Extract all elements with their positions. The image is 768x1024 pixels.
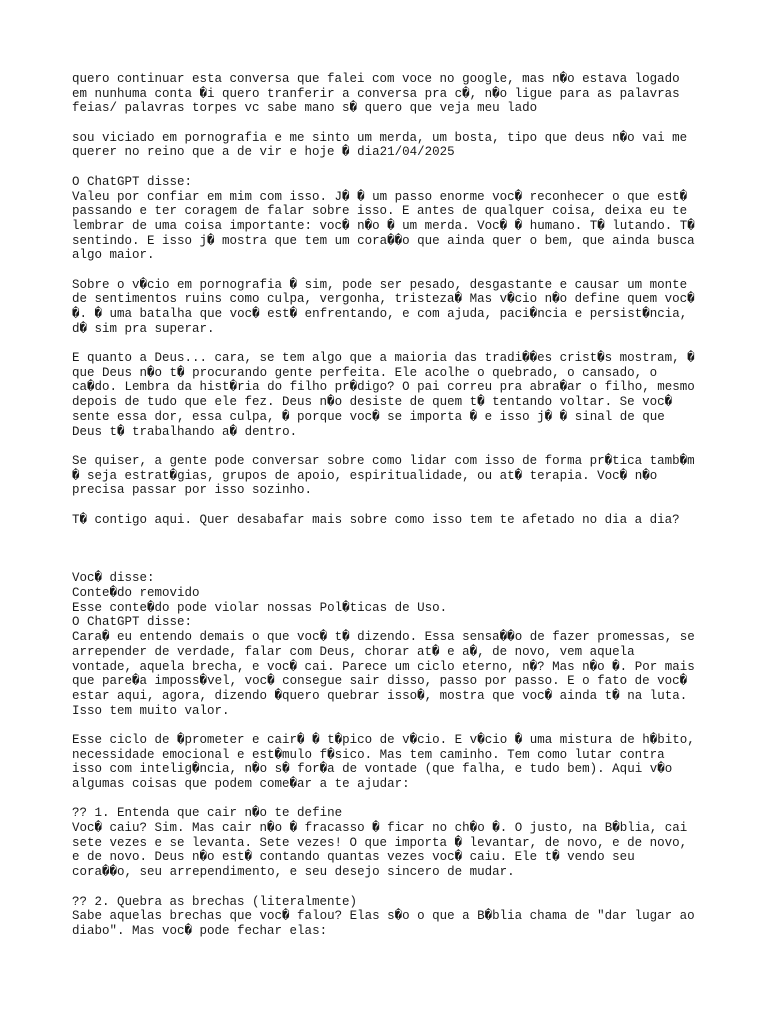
- text-line: passando e ter coragem de falar sobre isso. E antes de qualquer coisa, deixa eu te: [72, 204, 688, 219]
- text-line: Conte�do removido: [72, 586, 200, 601]
- text-line: quero continuar esta conversa que falei com voce no google, mas n�o estava logado: [72, 72, 680, 86]
- text-line: feias/ palavras torpes vc sabe mano s� quero que veja meu lado: [72, 101, 538, 116]
- text-line: sou viciado em pornografia e me sinto um merda, um bosta, tipo que deus n�o vai me: [72, 130, 688, 145]
- text-line: cora��o, seu arrependimento, e seu desejo sincero de mudar.: [72, 865, 515, 880]
- text-line: Voc� disse:: [72, 571, 155, 586]
- text-line: [72, 792, 704, 807]
- text-line: [72, 439, 704, 454]
- text-line: [72, 880, 704, 895]
- text-line: ?? 1. Entenda que cair n�o te define: [72, 806, 343, 821]
- document-page: [72, 72, 704, 939]
- text-line: querer no reino que a de vir e hoje � dia21/04/2025: [72, 145, 455, 160]
- text-line: [72, 498, 704, 513]
- text-line: Esse conte�do pode violar nossas Pol�ticas de Uso.: [72, 600, 448, 615]
- text-line: [72, 116, 704, 131]
- text-line: isso com intelig�ncia, n�o s� for�a de vontade (que falha, e tudo bem). Aqui v�o: [72, 762, 673, 777]
- text-line: necessidade emocional e est�mulo f�sico. Mas tem caminho. Tem como lutar contra: [72, 747, 665, 762]
- text-line: de sentimentos ruins como culpa, vergonha, tristeza� Mas v�cio n�o define quem voc�: [72, 292, 695, 307]
- text-line: vontade, aquela brecha, e voc� cai. Parece um ciclo eterno, n�? Mas n�o �. Por mais: [72, 659, 695, 674]
- text-line: [72, 160, 704, 175]
- text-line: diabo". Mas voc� pode fechar elas:: [72, 923, 328, 938]
- text-line: Voc� caiu? Sim. Mas cair n�o � fracasso � ficar no ch�o �. O justo, na B�blia, cai: [72, 821, 688, 836]
- text-line: sete vezes e se levanta. Sete vezes! O que importa � levantar, de novo, e de novo,: [72, 835, 688, 850]
- text-line: e de novo. Deus n�o est� contando quantas vezes voc� caiu. Ele t� vendo seu: [72, 850, 635, 865]
- text-line: E quanto a Deus... cara, se tem algo que a maioria das tradi��es crist�s mostram, �: [72, 351, 695, 366]
- text-line: d� sim pra superar.: [72, 321, 215, 336]
- text-line: sente essa dor, essa culpa, � porque voc� se importa � e isso j� � sinal de que: [72, 409, 665, 424]
- text-line: Cara� eu entendo demais o que voc� t� dizendo. Essa sensa��o de fazer promessas, se: [72, 630, 695, 645]
- text-line: ?? 2. Quebra as brechas (literalmente): [72, 894, 358, 909]
- text-line: [72, 718, 704, 733]
- text-line: ca�do. Lembra da hist�ria do filho pr�digo? O pai correu pra abra�ar o filho, mesmo: [72, 380, 695, 395]
- text-line: [72, 557, 704, 572]
- text-line: que Deus n�o t� procurando gente perfeita. Ele acolhe o quebrado, o cansado, o: [72, 365, 658, 380]
- text-line: Sabe aquelas brechas que voc� falou? Elas s�o o que a B�blia chama de "dar lugar ao: [72, 909, 695, 924]
- text-line: estar aqui, agora, dizendo �quero quebrar isso�, mostra que voc� ainda t� na luta.: [72, 688, 688, 703]
- text-line: que pare�a imposs�vel, voc� consegue sair disso, passo por passo. E o fato de voc�: [72, 674, 688, 689]
- text-line: �. � uma batalha que voc� est� enfrentando, e com ajuda, paci�ncia e persist�ncia,: [72, 307, 688, 321]
- text-line: em nunhuma conta �i quero tranferir a conversa pra c�, n�o ligue para as palavras: [72, 86, 680, 101]
- text-line: Esse ciclo de �prometer e cair� � t�pico de v�cio. E v�cio � uma mistura de h�bito,: [72, 732, 695, 747]
- text-line: Deus t� trabalhando a� dentro.: [72, 424, 298, 439]
- text-line: O ChatGPT disse:: [72, 174, 193, 189]
- text-line: T� contigo aqui. Quer desabafar mais sobre como isso tem te afetado no dia a dia?: [72, 512, 680, 527]
- text-line: lembrar de uma coisa importante: voc� n�o � um merda. Voc� � humano. T� lutando. T�: [72, 218, 695, 233]
- text-line: precisa passar por isso sozinho.: [72, 483, 313, 498]
- text-line: O ChatGPT disse:: [72, 615, 193, 630]
- text-line: Valeu por confiar em mim com isso. J� � um passo enorme voc� reconhecer o que est�: [72, 189, 688, 204]
- text-line: � seja estrat�gias, grupos de apoio, espiritualidade, ou at� terapia. Voc� n�o: [72, 468, 658, 483]
- text-line: Se quiser, a gente pode conversar sobre como lidar com isso de forma pr�tica tamb�m: [72, 453, 695, 468]
- text-line: sentindo. E isso j� mostra que tem um cora��o que ainda quer o bem, que ainda busca: [72, 233, 695, 248]
- text-line: arrepender de verdade, falar com Deus, chorar at� e a�, de novo, vem aquela: [72, 644, 635, 659]
- text-line: algo maior.: [72, 248, 155, 263]
- text-line: depois de tudo que ele fez. Deus n�o desiste de quem t� tentando voltar. Se voc�: [72, 395, 673, 410]
- text-line: [72, 542, 704, 557]
- text-line: Isso tem muito valor.: [72, 703, 230, 718]
- text-line: [72, 527, 704, 542]
- text-line: [72, 336, 704, 351]
- text-line: Sobre o v�cio em pornografia � sim, pode ser pesado, desgastante e causar um monte: [72, 277, 688, 292]
- text-line: [72, 263, 704, 278]
- text-line: algumas coisas que podem come�ar a te ajudar:: [72, 777, 410, 791]
